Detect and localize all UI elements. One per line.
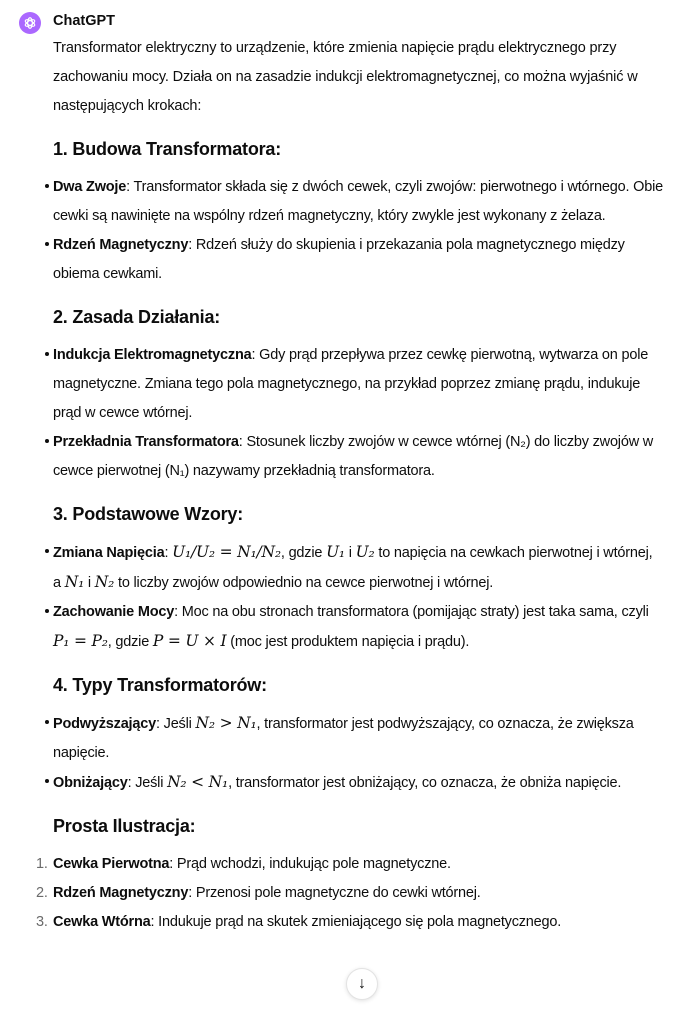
arrow-down-icon: ↓ — [358, 975, 366, 992]
list-item-text: : Przenosi pole magnetyczne do cewki wtórnej. — [188, 885, 481, 901]
list-item — [53, 598, 663, 657]
section-heading: 2. Zasada Działania: — [53, 307, 221, 327]
list-item — [53, 428, 663, 486]
list-item-text: , gdzie — [280, 545, 327, 561]
list-item-text: i — [84, 575, 95, 591]
math-formula: U₁ — [326, 543, 345, 561]
list-item — [53, 709, 663, 768]
math-formula: N₂ — [94, 573, 115, 591]
list-item-text: : Transformator składa się z dwóch cewek, czyli zwojów: pierwotnego i wtórnego. Obie cewki są nawinięte na wspólny rdzeń magnetyczny, który zwykle jest wykonany z żelaza. — [53, 179, 663, 224]
numbered-list — [36, 850, 663, 937]
list-item-term: Rdzeń Magnetyczny — [53, 237, 189, 253]
section-heading: Prosta Ilustracja: — [53, 816, 196, 836]
bullet-list — [53, 538, 663, 657]
section-heading-wrap — [53, 486, 663, 538]
list-item-number: 3. — [36, 914, 48, 930]
math-formula: U₂ — [355, 543, 375, 561]
section-heading-wrap — [53, 289, 663, 341]
section-heading-wrap — [53, 657, 663, 709]
bullet-list — [53, 341, 663, 486]
openai-logo-icon — [23, 16, 37, 30]
list-item-term: Cewka Wtórna — [53, 914, 151, 930]
bullet-list — [53, 173, 663, 289]
list-item-term: Rdzeń Magnetyczny — [53, 885, 189, 901]
assistant-message — [36, 34, 663, 937]
list-item-term: Zmiana Napięcia — [53, 545, 165, 561]
list-item-text: : Prąd wchodzi, indukując pole magnetyczne. — [169, 856, 451, 872]
list-item-term: Podwyższający — [53, 716, 156, 732]
list-item-text: : — [164, 545, 173, 561]
list-item-term: Dwa Zwoje — [53, 179, 127, 195]
list-item — [53, 231, 663, 289]
math-formula: N₂ < N₁ — [167, 773, 229, 791]
section-heading: 3. Podstawowe Wzory: — [53, 504, 244, 524]
list-item-term: Indukcja Elektromagnetyczna — [53, 347, 252, 363]
list-item — [36, 908, 663, 937]
list-item-term: Obniżający — [53, 775, 128, 791]
list-item — [53, 768, 663, 798]
section-heading-wrap — [53, 798, 663, 850]
section-heading: 1. Budowa Transformatora: — [53, 139, 282, 159]
intro-paragraph: Transformator elektryczny to urządzenie, które zmienia napięcie prądu elektrycznego przy zachowaniu mocy. Działa on na zasadzie indukcji elektromagnetycznej, co można wyjaśnić w następujących krokach: — [53, 40, 638, 114]
math-formula: P = U × I — [152, 632, 227, 650]
math-formula: N₂ > N₁ — [195, 714, 257, 732]
list-item-term: Cewka Pierwotna — [53, 856, 170, 872]
list-item-text: , transformator jest podwyższający, co oznacza, że zwiększa napięcie. — [53, 716, 634, 761]
list-item-text: : Stosunek liczby zwojów w cewce wtórnej (N₂) do liczby zwojów w cewce pierwotnej (N₁) nazywamy przekładnią transformatora. — [53, 434, 654, 479]
list-item-text: to liczby zwojów odpowiednio na cewce pierwotnej i wtórnej. — [114, 575, 494, 591]
list-item-text: (moc jest produktem napięcia i prądu). — [226, 634, 470, 650]
list-item-term: Przekładnia Transformatora — [53, 434, 239, 450]
scroll-to-bottom-button[interactable] — [346, 968, 378, 1000]
list-item-text: : Jeśli — [127, 775, 168, 791]
list-item — [53, 341, 663, 428]
math-formula: U₁/U₂ = N₁/N₂ — [172, 543, 281, 561]
list-item — [53, 538, 663, 598]
list-item-text: i — [344, 545, 356, 561]
message-author: ChatGPT — [53, 13, 116, 29]
list-item-text: : Rdzeń służy do skupienia i przekazania pola magnetycznego między obiema cewkami. — [53, 237, 625, 282]
assistant-avatar — [19, 12, 41, 34]
list-item-number: 2. — [36, 885, 48, 901]
list-item-term: Zachowanie Mocy — [53, 604, 175, 620]
math-formula: P₁ = P₂ — [53, 632, 108, 650]
list-item-text: to napięcia na cewkach pierwotnej i wtórnej, a — [53, 545, 653, 591]
list-item — [53, 173, 663, 231]
bullet-list — [53, 709, 663, 798]
list-item-text: , gdzie — [107, 634, 153, 650]
list-item-text: , transformator jest obniżający, co oznacza, że obniża napięcie. — [228, 775, 622, 791]
math-formula: N₁ — [64, 573, 85, 591]
list-item-text: : Gdy prąd przepływa przez cewkę pierwotną, wytwarza on pole magnetyczne. Zmiana tego pola magnetycznego, na przykład poprzez zmianę prądu, indukuje prąd w cewce wtórnej. — [53, 347, 649, 421]
section-heading: 4. Typy Transformatorów: — [53, 675, 267, 695]
list-item-text: : Indukuje prąd na skutek zmieniającego się pola magnetycznego. — [150, 914, 562, 930]
list-item-text: : Moc na obu stronach transformatora (pomijając straty) jest taka sama, czyli — [174, 604, 649, 620]
section-heading-wrap — [53, 121, 663, 173]
list-item-number: 1. — [36, 856, 48, 872]
list-item-text: : Jeśli — [155, 716, 196, 732]
list-item — [36, 879, 663, 908]
list-item — [36, 850, 663, 879]
